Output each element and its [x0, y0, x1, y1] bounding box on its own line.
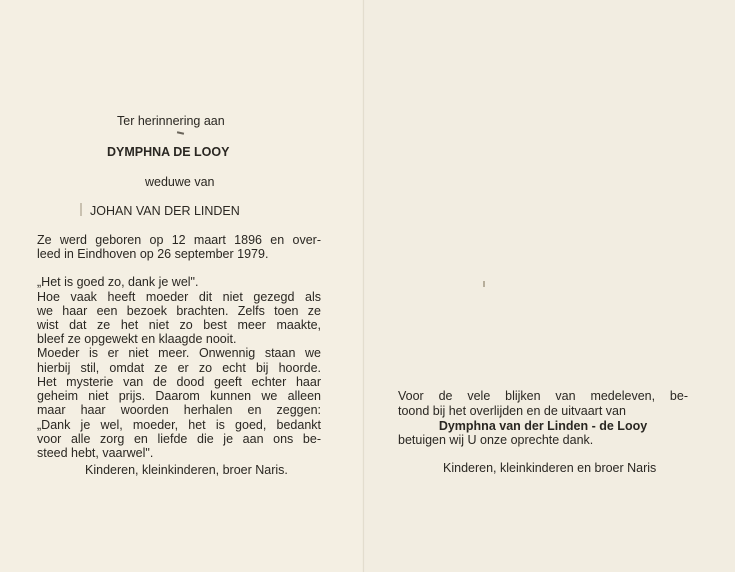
relation-text: weduwe van: [145, 175, 215, 189]
poem-line-2: Hoe vaak heeft moeder dit niet gezegd als: [37, 290, 321, 304]
right-signature: Kinderen, kleinkinderen en broer Naris: [443, 461, 657, 475]
ink-mark: [177, 131, 184, 134]
left-signature: Kinderen, kleinkinderen, broer Naris.: [85, 463, 288, 477]
poem-line-4: wist dat ze het niet zo best meer maakte,: [37, 318, 321, 332]
intro-text: Ter herinnering aan: [117, 114, 225, 128]
poem-line-9: geheim niet prijs. Daarom kunnen we alleen: [37, 389, 321, 403]
deceased-name: DYMPHNA DE LOOY: [107, 145, 230, 159]
paper-mark: [80, 203, 82, 216]
left-panel: [0, 0, 362, 572]
poem-line-11: „Dank je wel, moeder, het is goed, bedankt: [37, 418, 321, 432]
poem-line-12: voor alle zorg en liefde die je aan ons be-: [37, 432, 321, 446]
poem-line-5: bleef ze opgewekt en klaagde nooit.: [37, 332, 237, 346]
poem-line-1: „Het is goed zo, dank je wel".: [37, 275, 199, 289]
thanks-line-2: toond bij het overlijden en de uitvaart van: [398, 404, 626, 418]
poem-line-7: hierbij stil, omdat ze er zo echt bij hoorde.: [37, 361, 321, 375]
birth-line-2: leed in Eindhoven op 26 september 1979.: [37, 247, 269, 261]
poem-line-8: Het mysterie van de dood geeft echter haar: [37, 375, 321, 389]
poem-line-3: we haar een bezoek brachten. Zelfs toen ze: [37, 304, 321, 318]
poem-line-10: maar haar woorden herhalen en zeggen:: [37, 403, 321, 417]
paper-speck: [483, 281, 485, 287]
poem-line-6: Moeder is er niet meer. Onwennig staan we: [37, 346, 321, 360]
birth-line-1: Ze werd geboren op 12 maart 1896 en over-: [37, 233, 321, 247]
poem-line-13: steed hebt, vaarwel".: [37, 446, 154, 460]
thanks-name: Dymphna van der Linden - de Looy: [438, 419, 648, 433]
spouse-name: JOHAN VAN DER LINDEN: [90, 204, 240, 218]
thanks-line-1: Voor de vele blijken van medeleven, be-: [398, 389, 688, 403]
right-panel: [365, 0, 735, 572]
thanks-end: betuigen wij U onze oprechte dank.: [398, 433, 594, 447]
